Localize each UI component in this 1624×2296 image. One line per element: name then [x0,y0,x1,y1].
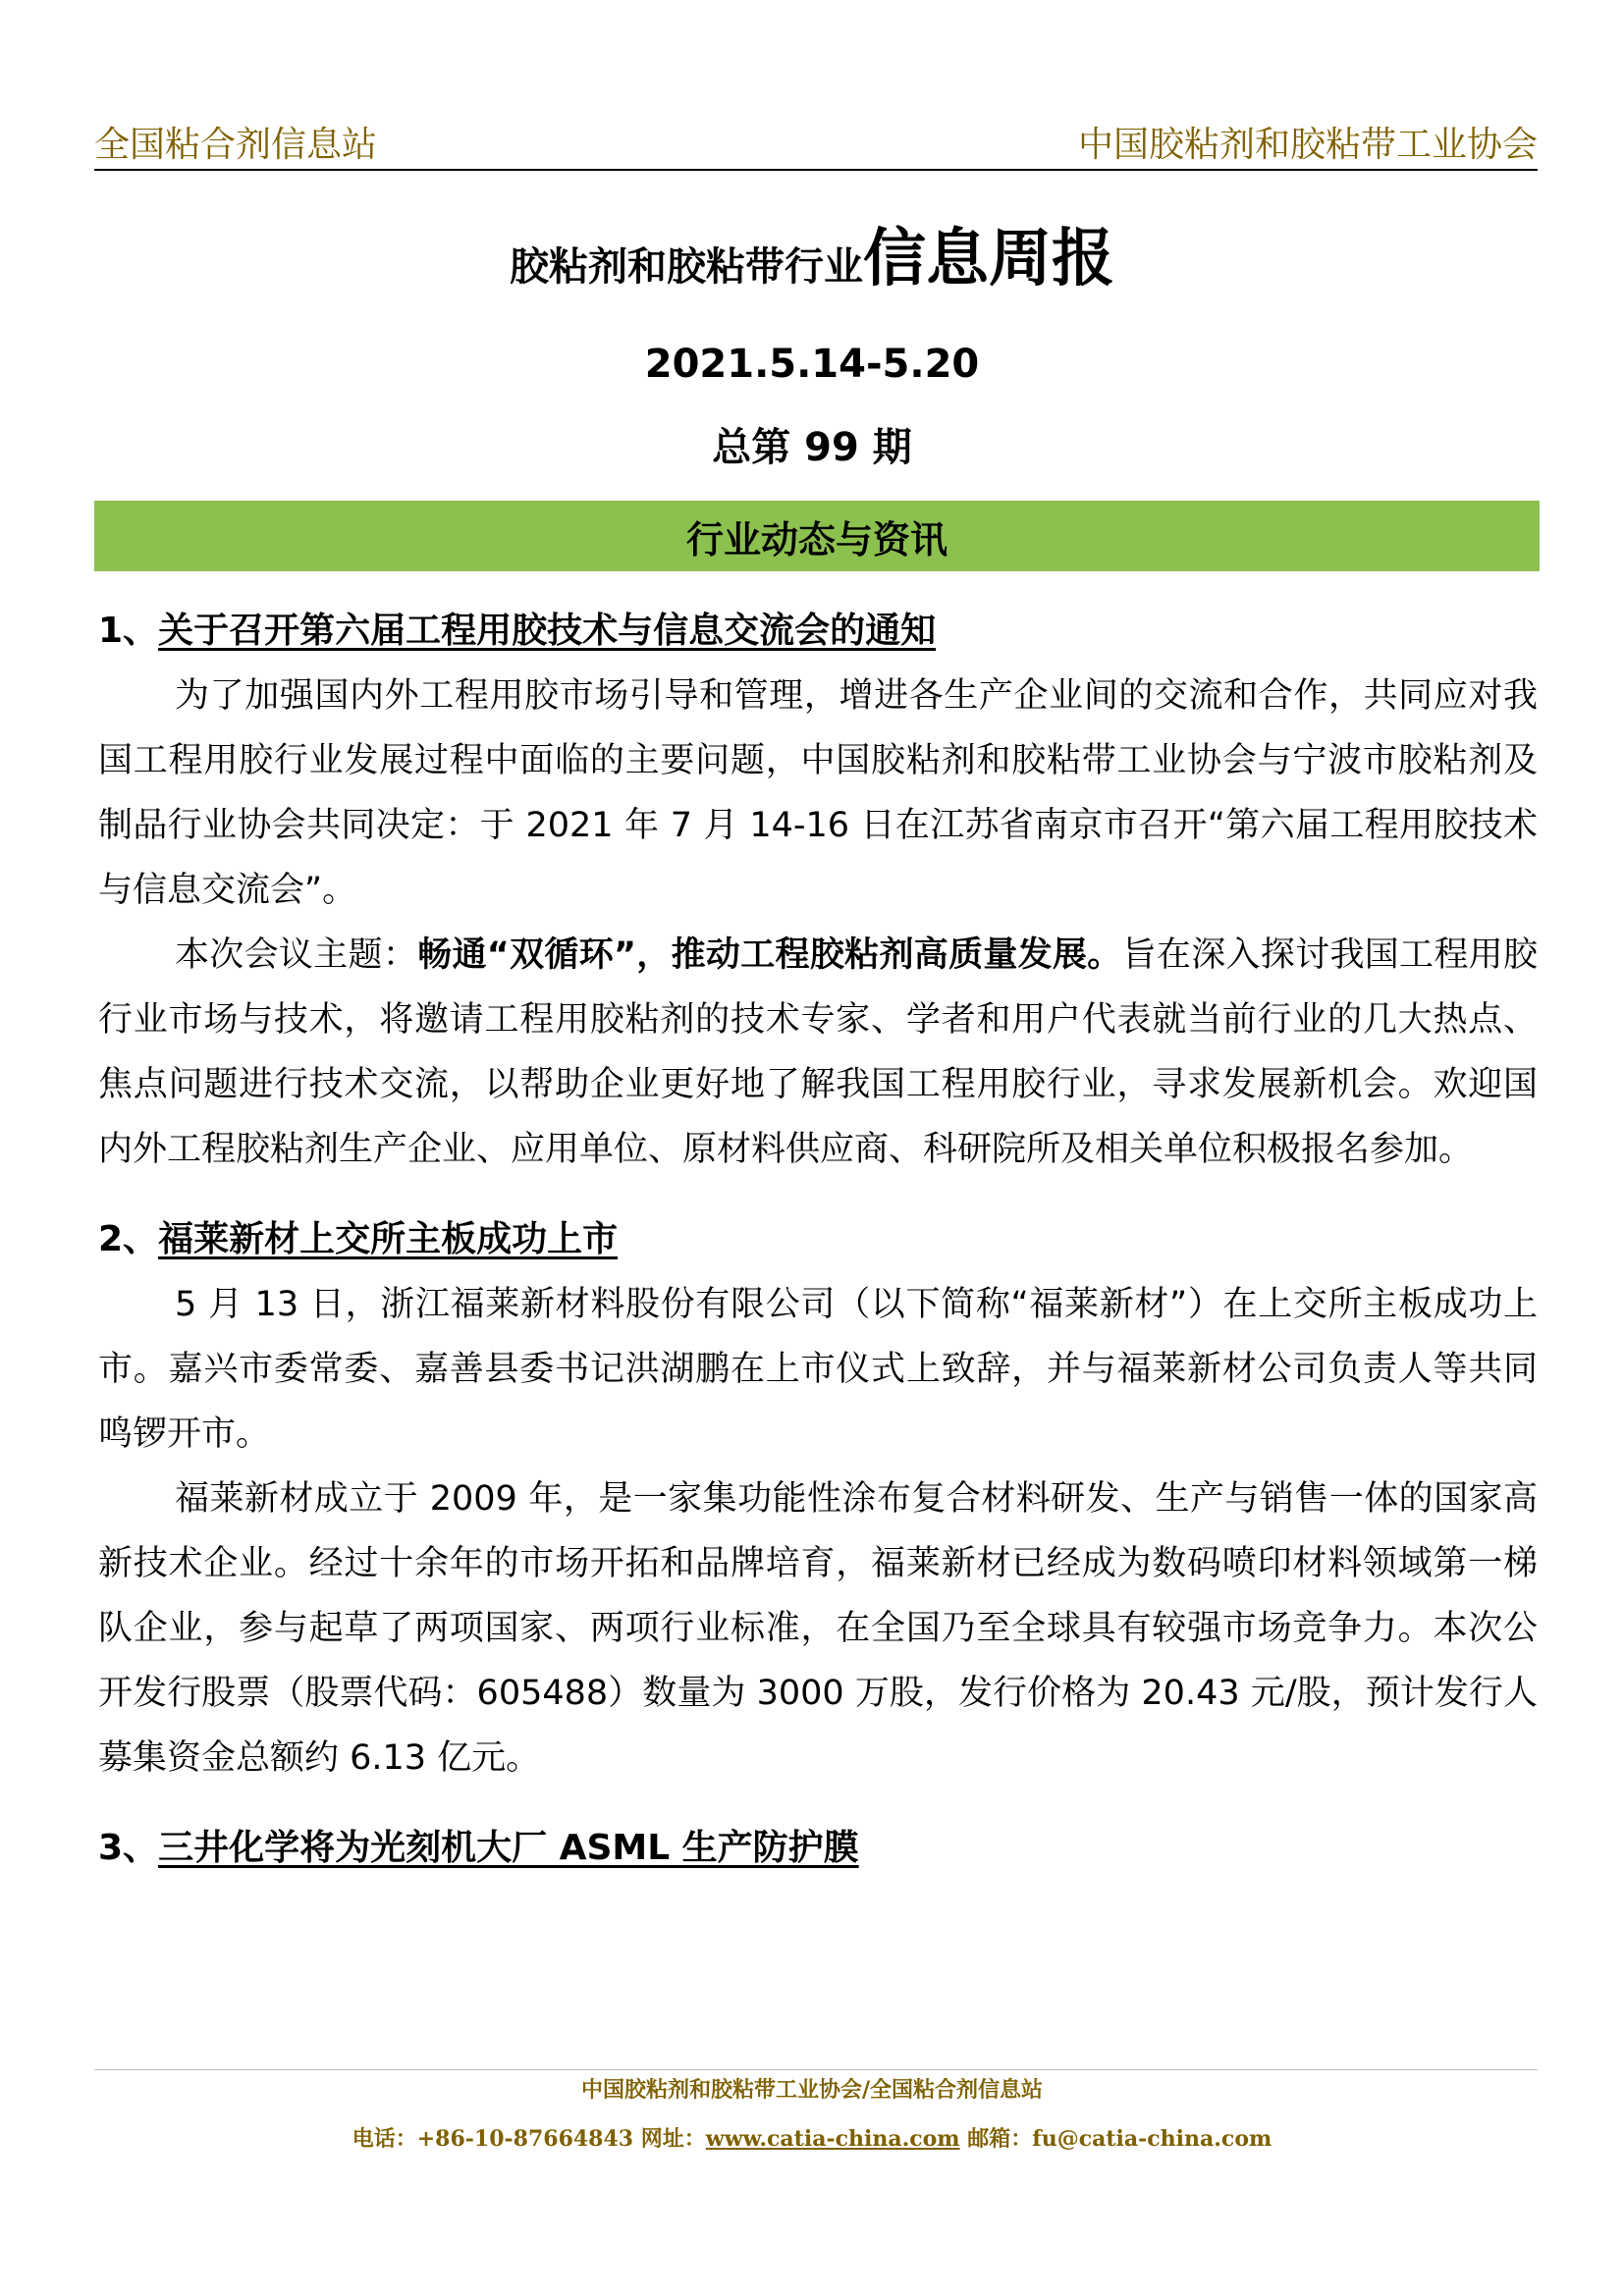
page-header [94,116,1538,171]
article-1-title: 关于召开第六届工程用胶技术与信息交流会的通知 [158,611,937,651]
footer-contact-line [0,2122,1624,2153]
report-title-prefix: 胶粘剂和胶粘带行业 [510,244,863,290]
article-1-paragraph-2 [98,923,1538,1182]
footer-divider [94,2069,1538,2070]
header-right-org: 中国胶粘剂和胶粘带工业协会 [1077,125,1538,165]
footer-website-link[interactable]: www.catia-china.com [705,2126,960,2152]
article-3-number: 3、 [98,1828,159,1868]
article-2 [98,1207,1538,1790]
article-2-number: 2、 [98,1219,159,1259]
article-3-title: 三井化学将为光刻机大厂 ASML 生产防护膜 [158,1828,859,1868]
report-date-range: 2021.5.14-5.20 [644,342,980,387]
report-title [0,208,1624,298]
report-issue-number: 总第 99 期 [712,425,912,470]
article-2-paragraph-2: 福莱新材成立于 2009 年，是一家集功能性涂布复合材料研发、生产与销售一体的国家高新技术企业。经过十余年的市场开拓和品牌培育，福莱新材已经成为数码喷印材料领域第一梯队企业，参与起草了两项国家、两项行业标准，在全国乃至全球具有较强市场竞争力。本次公开发行股票（股票代码：605488）数量为 3000 万股，发行价格为 20.43 元/股，预计发行人募集资金总额约 6.13 亿元。 [98,1479,1538,1778]
section-header [94,501,1540,571]
article-3-heading [98,1816,1538,1881]
article-2-heading [98,1207,1538,1272]
footer-email: 邮箱：fu@catia-china.com [959,2126,1272,2152]
article-list [98,599,1538,1881]
report-title-main: 信息周报 [863,223,1114,295]
article-1-theme-lead: 本次会议主题： [175,935,418,975]
article-2-paragraph-1: 5 月 13 日，浙江福莱新材料股份有限公司（以下简称“福莱新材”）在上交所主板成功上市。嘉兴市委常委、嘉善县委书记洪湖鹏在上市仪式上致辞，并与福莱新材公司负责人等共同鸣锣开市。 [98,1285,1538,1454]
article-1-theme-bold: 畅通“双循环”，推动工程胶粘剂高质量发展。 [417,935,1122,975]
article-1-heading [98,599,1538,664]
footer-phone: 电话：+86-10-87664843 网址： [352,2126,706,2152]
article-1-theme-rest: 旨在深入探讨我国工程用胶行业市场与技术，将邀请工程用胶粘剂的技术专家、学者和用户代表就当前行业的几大热点、焦点问题进行技术交流，以帮助企业更好地了解我国工程用胶行业，寻求发展新机会。欢迎国内外工程胶粘剂生产企业、应用单位、原材料供应商、科研院所及相关单位积极报名参加。 [98,935,1538,1169]
header-left-org: 全国粘合剂信息站 [94,125,378,165]
section-header-label: 行业动态与资讯 [685,517,947,561]
article-1-number: 1、 [98,611,159,651]
footer-org-line: 中国胶粘剂和胶粘带工业协会/全国粘合剂信息站 [580,2077,1044,2103]
article-1 [98,599,1538,1182]
article-3 [98,1816,1538,1881]
article-1-paragraph-1: 为了加强国内外工程用胶市场引导和管理，增进各生产企业间的交流和合作，共同应对我国工程用胶行业发展过程中面临的主要问题，中国胶粘剂和胶粘带工业协会与宁波市胶粘剂及制品行业协会共同决定：于 2021 年 7 月 14-16 日在江苏省南京市召开“第六届工程用胶技术与信息交流会”。 [98,676,1538,910]
article-2-title: 福莱新材上交所主板成功上市 [158,1219,619,1259]
